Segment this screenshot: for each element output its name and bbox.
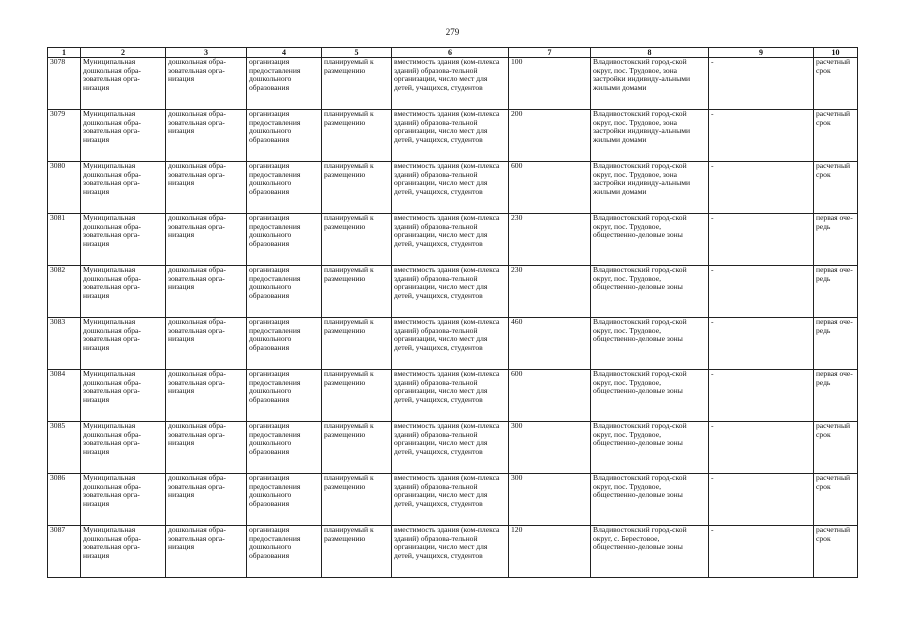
table-cell: планируемый к размещению <box>322 214 392 266</box>
table-cell: 120 <box>509 526 591 578</box>
table-row <box>48 266 858 318</box>
table-cell: Муниципальная дошкольная обра-зовательная орга-низация <box>81 318 166 370</box>
row-number-cell: 3087 <box>48 526 81 578</box>
table-cell: 300 <box>509 422 591 474</box>
table-cell: - <box>709 526 814 578</box>
table-cell: Владивостокский город-ской округ, пос. Трудовое, общественно-деловые зоны <box>591 214 709 266</box>
table-cell: - <box>709 318 814 370</box>
row-number-cell: 3086 <box>48 474 81 526</box>
table-row <box>48 422 858 474</box>
table-cell: вместимость здания (ком-плекса зданий) образова-тельной организации, число мест для детей, учащихся, студентов <box>392 110 509 162</box>
table-cell: организация предоставления дошкольного образования <box>247 162 322 214</box>
table-cell: планируемый к размещению <box>322 110 392 162</box>
column-header: 3 <box>166 48 247 58</box>
table-cell: вместимость здания (ком-плекса зданий) образова-тельной организации, число мест для детей, учащихся, студентов <box>392 266 509 318</box>
table-cell: планируемый к размещению <box>322 474 392 526</box>
row-number-cell: 3085 <box>48 422 81 474</box>
table-cell: Муниципальная дошкольная обра-зовательная орга-низация <box>81 266 166 318</box>
table-cell: планируемый к размещению <box>322 422 392 474</box>
table-row <box>48 370 858 422</box>
table-cell: расчетный срок <box>814 526 858 578</box>
table-row <box>48 474 858 526</box>
table-cell: вместимость здания (ком-плекса зданий) образова-тельной организации, число мест для детей, учащихся, студентов <box>392 474 509 526</box>
table-cell: организация предоставления дошкольного образования <box>247 422 322 474</box>
table-cell: дошкольная обра-зовательная орга-низация <box>166 58 247 110</box>
table-cell: 200 <box>509 110 591 162</box>
table-cell: - <box>709 266 814 318</box>
row-number-cell: 3083 <box>48 318 81 370</box>
table-row <box>48 58 858 110</box>
table-cell: расчетный срок <box>814 110 858 162</box>
table-cell: Муниципальная дошкольная обра-зовательная орга-низация <box>81 474 166 526</box>
column-header: 1 <box>48 48 81 58</box>
table-cell: первая оче-редь <box>814 370 858 422</box>
table-body <box>48 58 858 578</box>
table-cell: 230 <box>509 214 591 266</box>
table-row <box>48 526 858 578</box>
table-cell: - <box>709 162 814 214</box>
row-number-cell: 3078 <box>48 58 81 110</box>
table-cell: организация предоставления дошкольного образования <box>247 58 322 110</box>
table-cell: Муниципальная дошкольная обра-зовательная орга-низация <box>81 526 166 578</box>
table-cell: Муниципальная дошкольная обра-зовательная орга-низация <box>81 162 166 214</box>
table-cell: - <box>709 370 814 422</box>
table-cell: Владивостокский город-ской округ, пос. Трудовое, общественно-деловые зоны <box>591 422 709 474</box>
table-cell: - <box>709 474 814 526</box>
table-cell: расчетный срок <box>814 162 858 214</box>
row-number-cell: 3084 <box>48 370 81 422</box>
row-number-cell: 3080 <box>48 162 81 214</box>
table-cell: Владивостокский город-ской округ, пос. Трудовое, общественно-деловые зоны <box>591 266 709 318</box>
table-cell: Муниципальная дошкольная обра-зовательная орга-низация <box>81 58 166 110</box>
table-cell: расчетный срок <box>814 474 858 526</box>
table-cell: 600 <box>509 370 591 422</box>
column-header: 7 <box>509 48 591 58</box>
table-cell: Владивостокский город-ской округ, пос. Трудовое, общественно-деловые зоны <box>591 474 709 526</box>
table-cell: планируемый к размещению <box>322 266 392 318</box>
column-header: 5 <box>322 48 392 58</box>
table-row <box>48 162 858 214</box>
table-cell: 300 <box>509 474 591 526</box>
table-row <box>48 214 858 266</box>
table-cell: дошкольная обра-зовательная орга-низация <box>166 266 247 318</box>
table-cell: дошкольная обра-зовательная орга-низация <box>166 474 247 526</box>
table-cell: - <box>709 110 814 162</box>
column-header: 2 <box>81 48 166 58</box>
table-cell: дошкольная обра-зовательная орга-низация <box>166 318 247 370</box>
table-cell: 100 <box>509 58 591 110</box>
column-header: 6 <box>392 48 509 58</box>
table-cell: организация предоставления дошкольного образования <box>247 110 322 162</box>
table-cell: Муниципальная дошкольная обра-зовательная орга-низация <box>81 110 166 162</box>
table-cell: вместимость здания (ком-плекса зданий) образова-тельной организации, число мест для детей, учащихся, студентов <box>392 162 509 214</box>
table-cell: дошкольная обра-зовательная орга-низация <box>166 214 247 266</box>
table-cell: Владивостокский город-ской округ, пос. Трудовое, общественно-деловые зоны <box>591 318 709 370</box>
table-cell: первая оче-редь <box>814 318 858 370</box>
table-cell: дошкольная обра-зовательная орга-низация <box>166 526 247 578</box>
column-header: 4 <box>247 48 322 58</box>
table-cell: дошкольная обра-зовательная орга-низация <box>166 162 247 214</box>
table-cell: организация предоставления дошкольного образования <box>247 214 322 266</box>
table-cell: вместимость здания (ком-плекса зданий) образова-тельной организации, число мест для детей, учащихся, студентов <box>392 318 509 370</box>
table-cell: вместимость здания (ком-плекса зданий) образова-тельной организации, число мест для детей, учащихся, студентов <box>392 526 509 578</box>
table-cell: планируемый к размещению <box>322 370 392 422</box>
table-cell: расчетный срок <box>814 58 858 110</box>
table-cell: планируемый к размещению <box>322 318 392 370</box>
table-cell: 600 <box>509 162 591 214</box>
table-cell: Муниципальная дошкольная обра-зовательная орга-низация <box>81 370 166 422</box>
page-number: 279 <box>445 27 460 37</box>
table-cell: планируемый к размещению <box>322 162 392 214</box>
row-number-cell: 3082 <box>48 266 81 318</box>
table-cell: - <box>709 214 814 266</box>
table-cell: 460 <box>509 318 591 370</box>
table-cell: планируемый к размещению <box>322 526 392 578</box>
row-number-cell: 3081 <box>48 214 81 266</box>
table-cell: организация предоставления дошкольного образования <box>247 266 322 318</box>
table-cell: дошкольная обра-зовательная орга-низация <box>166 370 247 422</box>
column-header: 10 <box>814 48 858 58</box>
column-header: 9 <box>709 48 814 58</box>
table-cell: Владивостокский город-ской округ, пос. Трудовое, зона застройки индивиду-альными жилыми домами <box>591 110 709 162</box>
table-cell: дошкольная обра-зовательная орга-низация <box>166 422 247 474</box>
table-cell: Владивостокский город-ской округ, пос. Трудовое, общественно-деловые зоны <box>591 370 709 422</box>
table-cell: дошкольная обра-зовательная орга-низация <box>166 110 247 162</box>
table-cell: вместимость здания (ком-плекса зданий) образова-тельной организации, число мест для детей, учащихся, студентов <box>392 214 509 266</box>
table-cell: Муниципальная дошкольная обра-зовательная орга-низация <box>81 422 166 474</box>
table-cell: вместимость здания (ком-плекса зданий) образова-тельной организации, число мест для детей, учащихся, студентов <box>392 370 509 422</box>
table-row <box>48 110 858 162</box>
table-cell: Муниципальная дошкольная обра-зовательная орга-низация <box>81 214 166 266</box>
table-cell: вместимость здания (ком-плекса зданий) образова-тельной организации, число мест для детей, учащихся, студентов <box>392 58 509 110</box>
table-cell: организация предоставления дошкольного образования <box>247 318 322 370</box>
table-cell: - <box>709 58 814 110</box>
registry-table <box>47 47 858 578</box>
table-header <box>48 48 858 58</box>
column-header: 8 <box>591 48 709 58</box>
table-cell: организация предоставления дошкольного образования <box>247 370 322 422</box>
row-number-cell: 3079 <box>48 110 81 162</box>
table-cell: расчетный срок <box>814 422 858 474</box>
table-cell: организация предоставления дошкольного образования <box>247 474 322 526</box>
table-cell: вместимость здания (ком-плекса зданий) образова-тельной организации, число мест для детей, учащихся, студентов <box>392 422 509 474</box>
table-cell: 230 <box>509 266 591 318</box>
table-row <box>48 318 858 370</box>
table-cell: Владивостокский город-ской округ, пос. Трудовое, зона застройки индивиду-альными жилыми домами <box>591 162 709 214</box>
table-cell: первая оче-редь <box>814 214 858 266</box>
table-cell: планируемый к размещению <box>322 58 392 110</box>
table-cell: - <box>709 422 814 474</box>
table-cell: первая оче-редь <box>814 266 858 318</box>
table-cell: организация предоставления дошкольного образования <box>247 526 322 578</box>
header-row <box>48 48 858 58</box>
table-cell: Владивостокский город-ской округ, пос. Трудовое, зона застройки индивиду-альными жилыми домами <box>591 58 709 110</box>
table-cell: Владивостокский город-ской округ, с. Берестовое, общественно-деловые зоны <box>591 526 709 578</box>
